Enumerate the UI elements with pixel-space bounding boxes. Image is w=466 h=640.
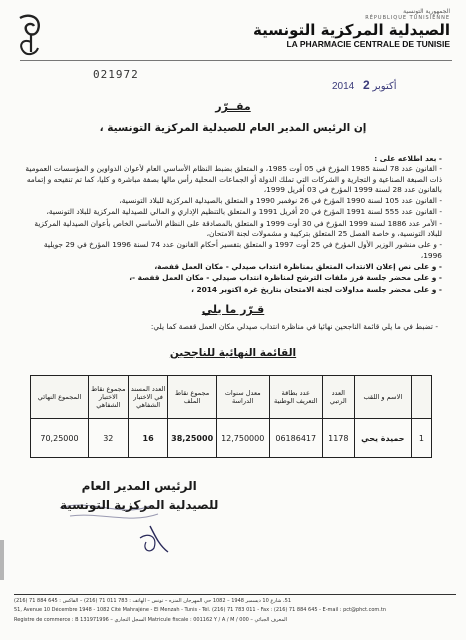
preamble-item: - القانون عدد 555 لسنة 1991 المؤرخ في 20 أفريل 1991 و المتعلق بالتنظيم الإداري و المالي للصيدلية المركزية للبلاد التونسية، <box>46 207 442 217</box>
header-average: معدل سنوات الدراسة <box>216 376 269 419</box>
cell-average: 12,750000 <box>216 419 269 458</box>
results-table <box>30 375 432 458</box>
republic-arabic: الجمهورية التونسية <box>403 8 450 15</box>
letterhead <box>200 8 450 49</box>
footer-divider <box>14 594 456 595</box>
decision-text: - تضبط في ما يلي قائمة الناجحين نهائيا في مناظرة انتداب صيدلي مكان العمل قفصة كما يلي: <box>150 322 438 331</box>
cell-final-total: 70,25000 <box>31 419 89 458</box>
header-oral-total: مجموع نقاط الاختبار الشفاهي <box>88 376 128 419</box>
preamble <box>22 154 442 296</box>
serial-number: 021972 <box>93 68 139 81</box>
signature-block <box>60 477 218 515</box>
preamble-item: - القانون عدد 78 لسنة 1985 المؤرخ في 05 أوت 1985، و المتعلق بضبط النظام الأساسي العام لأعوان الدواوين و المؤسسات العمومية ذات الصبغة الصناعية و التجارية و الشركات التي تملك الدولة أو الجماعات المحلية رأس مالها بصفة مباشرة و كليا، كما تم تنقيحه و إتمامه بالقانون عدد 28 لسنة 1999 المؤرخ في 03 أفريل 1999، <box>25 164 442 194</box>
date-stamp <box>332 78 397 92</box>
cell-rank: 1178 <box>322 419 354 458</box>
footer-registration: Registre de commerce : B 131971996 – السجل التجاري Matricule fiscale : 001162 Y / A / M / 000 – المعرف الجبائي <box>14 617 287 623</box>
date-stamp-day: 2 <box>363 78 370 92</box>
pharmacy-logo <box>14 12 48 58</box>
row-index: 1 <box>411 419 431 458</box>
header-name: الاسم و اللقب <box>354 376 411 419</box>
preamble-item: - و على نص إعلان الانتداب المتعلق بمناظرة انتداب صيدلي - مكان العمل قفصة، <box>154 261 442 271</box>
cell-name: حميدة يحي <box>354 419 411 458</box>
decree-title: مقــرّر <box>215 100 251 113</box>
pharmacy-name-french: LA PHARMACIE CENTRALE DE TUNISIE <box>286 39 450 49</box>
footer-address-french: 51, Avenue 10 Décembre 1948 - 1082 Cité Mahrajène - El Menzah - Tunis - Tél. (216) 71 783 011 - Fax : (216) 71 884 645 - E-mail : pct@phct.com.tn <box>14 607 387 613</box>
footer-address-arabic: 51، شارع 10 ديسمبر 1948 – 1082 حي المهرجان المنزه – تونس – الهاتف : 783 011 71 (216) – الفاكس : 645 884 71 (216) <box>14 598 292 604</box>
preamble-intro: - بعد اطلاعه على : <box>374 154 442 163</box>
header-final-total: المجموع النهائي <box>31 376 89 419</box>
header-file-points: مجموع نقاط الملف <box>168 376 216 419</box>
header-oral-score: العدد المسند في الاختبار الشفاهي <box>128 376 168 419</box>
header-divider <box>20 60 452 61</box>
table-header-row <box>31 376 432 419</box>
header-rank: العدد الرتبي <box>322 376 354 419</box>
preamble-item: - الأمر عدد 1886 لسنة 1999 المؤرخ في 30 أوت 1999 و المتعلق بالمصادقة على النظام الأساسي الخاص بأعوان الصيدلية المركزية للبلاد التونسية، و خاصة الفصل 25 المتعلق بتركيبة و مشمولات لجنة الامتحان، <box>34 218 442 239</box>
cell-oral-total: 32 <box>88 419 128 458</box>
preamble-item: - القانون عدد 105 لسنة 1990 المؤرخ في 26 نوفمبر 1990 و المتعلق بالصيدلية المركزية للبلاد التونسية، <box>119 196 442 206</box>
pharmacy-name-arabic: الصيدلية المركزية التونسية <box>253 21 450 39</box>
date-stamp-month: أكتوبر <box>372 81 397 92</box>
list-heading: القائمة النهائية للناجحين <box>169 347 297 359</box>
preamble-item: - و على محضر جلسة فرز ملفات الترشح لمناظرة انتداب صيدلي - مكان العمل قفصة -، <box>129 273 442 283</box>
cell-id: 06186417 <box>269 419 322 458</box>
header-id: عدد بطاقة التعريف الوطنية <box>269 376 322 419</box>
margin-mark <box>0 540 4 580</box>
signature-line-2: للصيدلية المركزية التونسية <box>60 498 219 512</box>
table-row <box>31 419 432 458</box>
republic-french: RÉPUBLIQUE TUNISIENNE <box>365 15 450 21</box>
cell-oral-score: 16 <box>128 419 168 458</box>
signature-line-1: الرئيس المدير العام <box>81 479 197 493</box>
date-stamp-year: 2014 <box>332 81 355 92</box>
cell-file-points: 38,25000 <box>168 419 216 458</box>
preamble-item: - و على محضر جلسة مداولات لجنة الامتحان بتاريخ غرة اكتوبر 2014 ، <box>191 284 442 294</box>
decides-heading: قـرّر ما يلي <box>201 303 265 316</box>
president-heading: إن الرئيس المدير العام للصيدلية المركزية التونسية ، <box>99 122 367 134</box>
preamble-item: - و على منشور الوزير الأول المؤرخ في 25 أوت 1997 و المتعلق بتفسير أحكام القانون عدد 74 لسنة 1996 المؤرخ في 29 جويلية 1996، <box>43 240 442 260</box>
